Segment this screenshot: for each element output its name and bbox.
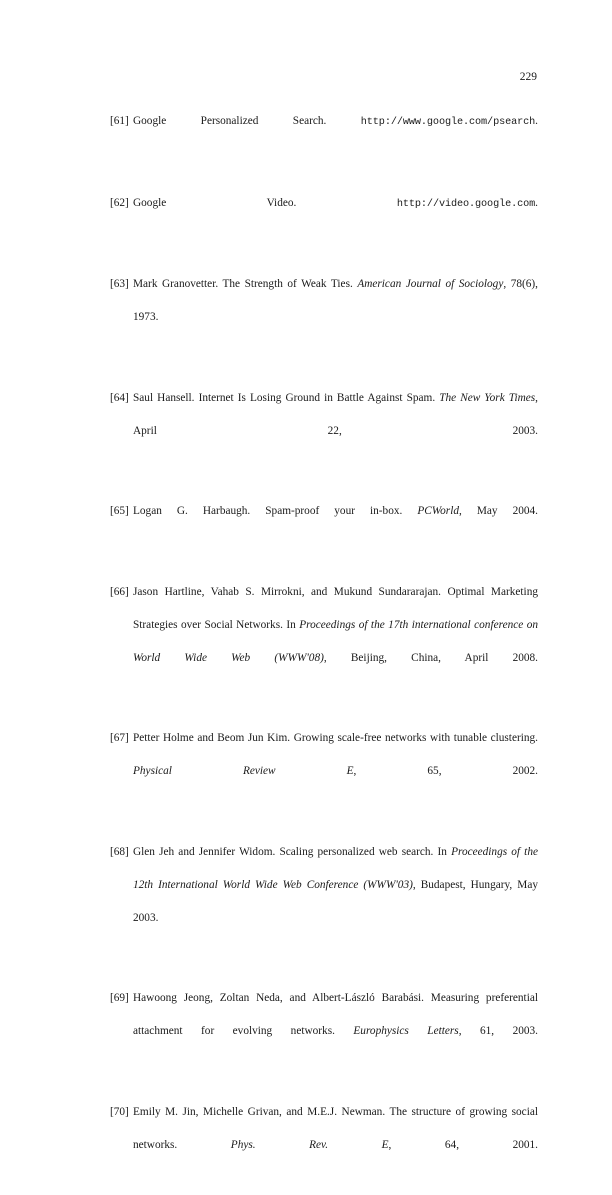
citation-text: , 64, 2001. [388, 1138, 538, 1151]
bibliography-entry-text [133, 722, 538, 821]
bibliography-entry [110, 1096, 538, 1195]
bibliography-entry-text [133, 576, 538, 708]
bibliography-list [110, 105, 538, 1195]
bibliography-entry [110, 495, 538, 561]
bibliography-entry [110, 105, 538, 172]
bibliography-entry [110, 382, 538, 481]
bibliography-entry [110, 722, 538, 821]
bibliography-entry-text [133, 836, 538, 968]
bibliography-entry [110, 576, 538, 708]
citation-text: Jason Hartline, Vahab S. Mirrokni, and Mukund Sundararajan. Optimal Marketing Strategies over Social Networks. In [133, 585, 538, 631]
bibliography-entry-text [133, 495, 538, 561]
bibliography-entry [110, 268, 538, 367]
bibliography-entry [110, 982, 538, 1081]
bibliography-entry [110, 187, 538, 254]
citation-title-italic: American Journal of Sociology [357, 278, 504, 290]
citation-text: Saul Hansell. Internet Is Losing Ground in Battle Against Spam. [133, 391, 440, 404]
citation-text: Hawoong Jeong, Zoltan Neda, and Albert-László Barabási. Measuring preferential attachment for evolving networks. [133, 992, 538, 1037]
bibliography-entry-label: [64] [110, 391, 129, 404]
bibliography-entry-label: [63] [110, 278, 129, 290]
bibliography-entry-text [133, 382, 538, 481]
citation-title-italic: Physical Review E [133, 765, 354, 777]
bibliography-entry-label: [62] [110, 196, 129, 209]
bibliography-entry [110, 836, 538, 968]
citation-title-italic: PCWorld [417, 505, 459, 517]
citation-url[interactable]: http://www.google.com/psearch [360, 117, 536, 128]
citation-text: , April 22, 2003. [133, 391, 538, 437]
citation-text: , 65, 2002. [353, 765, 538, 777]
citation-text: Emily M. Jin, Michelle Grivan, and M.E.J. Newman. The structure of growing social networks. [133, 1105, 538, 1151]
bibliography-entry-text [133, 268, 538, 367]
citation-text: , Beijing, China, April 2008. [323, 651, 538, 664]
citation-text: , Budapest, Hungary, May 2003. [133, 878, 538, 924]
citation-url[interactable]: http://video.google.com [396, 198, 536, 210]
bibliography-entry-label: [61] [110, 115, 129, 127]
bibliography-entry-label: [65] [110, 505, 129, 517]
page-number: 229 [519, 71, 537, 83]
citation-title-italic: The New York Times [439, 391, 536, 404]
citation-title-italic: Proceedings of the 12th International World Wide Web Conference (WWW'03) [133, 845, 538, 891]
bibliography-entry-label: [68] [110, 845, 129, 858]
bibliography-entry-label: [66] [110, 585, 129, 598]
citation-text: , May 2004. [458, 505, 538, 517]
citation-title-italic: Proceedings of the 17th international conference on World Wide Web (WWW'08) [133, 618, 538, 664]
citation-text: Petter Holme and Beom Jun Kim. Growing scale-free networks with tunable clustering. [133, 732, 538, 744]
citation-text: , 61, 2003. [458, 1025, 538, 1037]
citation-text: Glen Jeh and Jennifer Widom. Scaling personalized web search. In [133, 845, 452, 858]
bibliography-entry-text [133, 1096, 538, 1195]
citation-text: Mark Granovetter. The Strength of Weak Ties. [133, 278, 358, 290]
citation-title-italic: Phys. Rev. E [230, 1138, 389, 1151]
citation-title-italic: Europhysics Letters [353, 1025, 459, 1037]
bibliography-entry-text [133, 187, 538, 254]
citation-text: , 78(6), 1973. [133, 278, 538, 323]
citation-text: . [535, 196, 538, 209]
bibliography-entry-label: [70] [110, 1105, 129, 1118]
citation-text: . [535, 115, 538, 127]
citation-text: Logan G. Harbaugh. Spam-proof your in-box. [133, 505, 418, 517]
bibliography-entry-text [133, 105, 538, 172]
bibliography-entry-text [133, 982, 538, 1081]
citation-text: Google Video. [133, 196, 397, 209]
bibliography-entry-label: [69] [110, 992, 129, 1004]
citation-text: Google Personalized Search. [133, 115, 361, 127]
bibliography-entry-label: [67] [110, 732, 129, 744]
